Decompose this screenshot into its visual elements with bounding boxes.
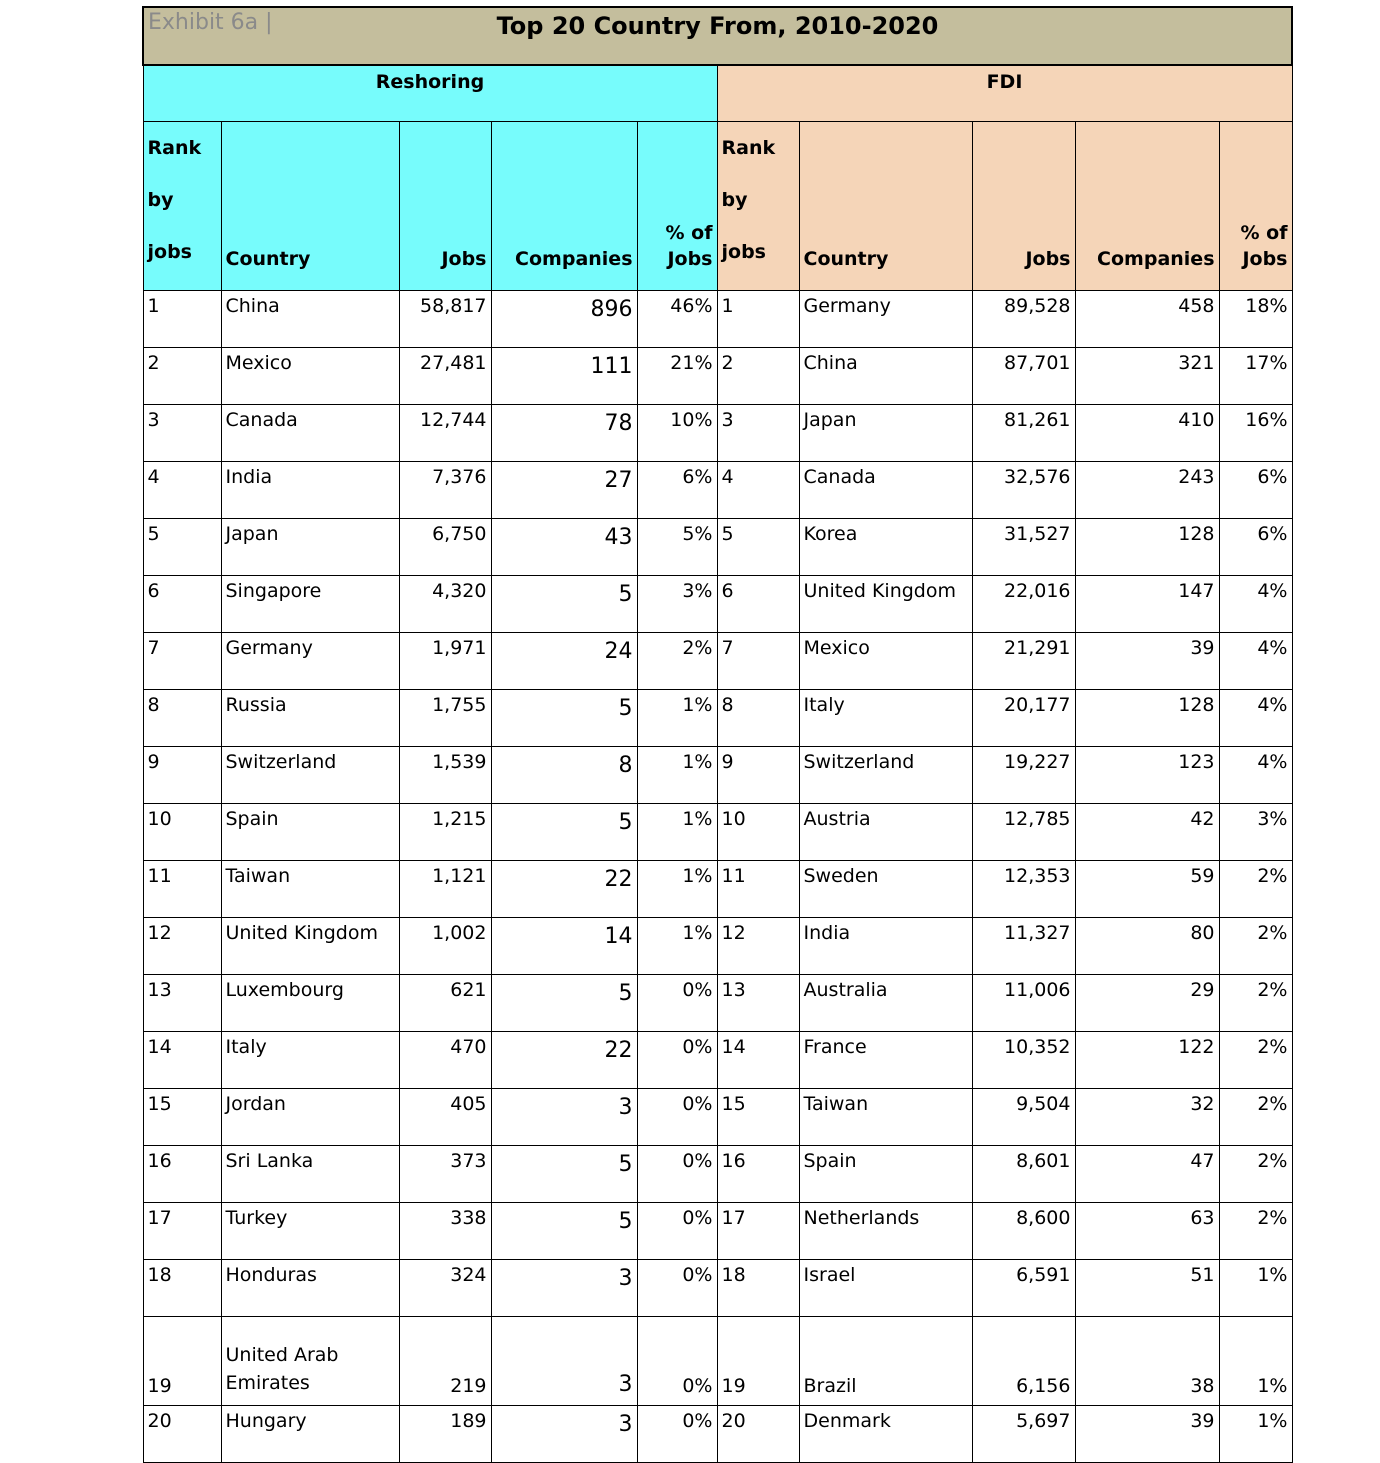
title-cell [143, 7, 1292, 65]
reshoring-jobs-cell: 1,539 [399, 747, 491, 804]
fdi-pct-cell: 1% [1219, 1260, 1292, 1317]
fdi-rank-header: Rank by jobs [717, 122, 799, 291]
reshoring-companies-cell: 3 [491, 1260, 637, 1317]
fdi-country-cell: China [799, 348, 972, 405]
fdi-pct-cell: 1% [1219, 1406, 1292, 1463]
fdi-jobs-cell: 8,600 [972, 1203, 1075, 1260]
fdi-country-cell: Denmark [799, 1406, 972, 1463]
fdi-country-cell: Italy [799, 690, 972, 747]
fdi-companies-cell: 29 [1075, 975, 1219, 1032]
reshoring-companies-cell: 8 [491, 747, 637, 804]
reshoring-jobs-cell: 27,481 [399, 348, 491, 405]
table-row [143, 1203, 1292, 1260]
reshoring-jobs-cell: 1,971 [399, 633, 491, 690]
fdi-companies-cell: 243 [1075, 462, 1219, 519]
fdi-companies-cell: 122 [1075, 1032, 1219, 1089]
table-row [143, 861, 1292, 918]
reshoring-pct-cell: 3% [637, 576, 717, 633]
fdi-country-cell: Mexico [799, 633, 972, 690]
reshoring-rank-cell: 7 [143, 633, 221, 690]
reshoring-rank-cell: 6 [143, 576, 221, 633]
fdi-companies-cell: 32 [1075, 1089, 1219, 1146]
fdi-pct-cell: 2% [1219, 975, 1292, 1032]
fdi-companies-cell: 147 [1075, 576, 1219, 633]
reshoring-companies-cell: 3 [491, 1317, 637, 1406]
fdi-pct-cell: 16% [1219, 405, 1292, 462]
fdi-pct-cell: 18% [1219, 291, 1292, 348]
reshoring-rank-cell: 18 [143, 1260, 221, 1317]
reshoring-companies-cell: 111 [491, 348, 637, 405]
fdi-pct-cell: 4% [1219, 633, 1292, 690]
reshoring-companies-cell: 14 [491, 918, 637, 975]
reshoring-companies-cell: 24 [491, 633, 637, 690]
reshoring-rank-cell: 16 [143, 1146, 221, 1203]
fdi-jobs-cell: 6,591 [972, 1260, 1075, 1317]
fdi-pct-cell: 4% [1219, 690, 1292, 747]
fdi-jobs-cell: 11,006 [972, 975, 1075, 1032]
fdi-jobs-cell: 8,601 [972, 1146, 1075, 1203]
table-row [143, 975, 1292, 1032]
fdi-jobs-cell: 87,701 [972, 348, 1075, 405]
table-row [143, 1260, 1292, 1317]
fdi-country-cell: Sweden [799, 861, 972, 918]
exhibit-label: Exhibit 6a | [148, 10, 273, 35]
fdi-rank-cell: 2 [717, 348, 799, 405]
reshoring-companies-header: Companies [491, 122, 637, 291]
reshoring-country-cell: Taiwan [221, 861, 399, 918]
reshoring-country-cell: China [221, 291, 399, 348]
fdi-rank-cell: 5 [717, 519, 799, 576]
reshoring-jobs-cell: 470 [399, 1032, 491, 1089]
reshoring-rank-cell: 5 [143, 519, 221, 576]
fdi-rank-cell: 13 [717, 975, 799, 1032]
fdi-pct-cell: 2% [1219, 1089, 1292, 1146]
table-row [143, 291, 1292, 348]
reshoring-country-cell: Honduras [221, 1260, 399, 1317]
fdi-country-cell: Austria [799, 804, 972, 861]
exhibit-table-container [142, 6, 1291, 1463]
table-row [143, 1146, 1292, 1203]
reshoring-country-cell: India [221, 462, 399, 519]
fdi-companies-cell: 63 [1075, 1203, 1219, 1260]
reshoring-pct-cell: 0% [637, 1203, 717, 1260]
reshoring-pct-header: % of Jobs [637, 122, 717, 291]
fdi-jobs-header: Jobs [972, 122, 1075, 291]
reshoring-pct-cell: 0% [637, 1317, 717, 1406]
reshoring-pct-cell: 0% [637, 1089, 717, 1146]
reshoring-pct-cell: 0% [637, 1406, 717, 1463]
fdi-jobs-cell: 10,352 [972, 1032, 1075, 1089]
reshoring-rank-cell: 14 [143, 1032, 221, 1089]
reshoring-companies-cell: 3 [491, 1406, 637, 1463]
reshoring-jobs-cell: 4,320 [399, 576, 491, 633]
reshoring-pct-cell: 0% [637, 975, 717, 1032]
reshoring-rank-cell: 17 [143, 1203, 221, 1260]
fdi-companies-cell: 39 [1075, 633, 1219, 690]
reshoring-pct-cell: 1% [637, 690, 717, 747]
fdi-jobs-cell: 21,291 [972, 633, 1075, 690]
reshoring-country-cell: Spain [221, 804, 399, 861]
reshoring-companies-cell: 3 [491, 1089, 637, 1146]
fdi-pct-cell: 1% [1219, 1317, 1292, 1406]
fdi-country-cell: Netherlands [799, 1203, 972, 1260]
reshoring-jobs-cell: 621 [399, 975, 491, 1032]
section-row [143, 65, 1292, 122]
reshoring-country-cell: Sri Lanka [221, 1146, 399, 1203]
fdi-country-cell: Switzerland [799, 747, 972, 804]
reshoring-rank-cell: 13 [143, 975, 221, 1032]
reshoring-pct-cell: 0% [637, 1260, 717, 1317]
reshoring-companies-cell: 896 [491, 291, 637, 348]
reshoring-jobs-cell: 405 [399, 1089, 491, 1146]
table-row [143, 462, 1292, 519]
reshoring-jobs-cell: 1,002 [399, 918, 491, 975]
reshoring-jobs-cell: 1,215 [399, 804, 491, 861]
section-reshoring: Reshoring [143, 65, 717, 122]
fdi-companies-cell: 321 [1075, 348, 1219, 405]
reshoring-jobs-cell: 6,750 [399, 519, 491, 576]
table-row [143, 519, 1292, 576]
reshoring-country-cell: Luxembourg [221, 975, 399, 1032]
table-row [143, 1089, 1292, 1146]
fdi-rank-cell: 14 [717, 1032, 799, 1089]
reshoring-country-header: Country [221, 122, 399, 291]
reshoring-pct-cell: 10% [637, 405, 717, 462]
reshoring-rank-cell: 9 [143, 747, 221, 804]
reshoring-companies-cell: 78 [491, 405, 637, 462]
table-title: Top 20 Country From, 2010-2020 [496, 12, 939, 40]
fdi-rank-cell: 9 [717, 747, 799, 804]
fdi-jobs-cell: 6,156 [972, 1317, 1075, 1406]
fdi-pct-cell: 6% [1219, 519, 1292, 576]
reshoring-companies-cell: 43 [491, 519, 637, 576]
fdi-jobs-cell: 9,504 [972, 1089, 1075, 1146]
reshoring-companies-cell: 5 [491, 576, 637, 633]
reshoring-country-cell: Turkey [221, 1203, 399, 1260]
fdi-pct-cell: 2% [1219, 1032, 1292, 1089]
table-row [143, 918, 1292, 975]
fdi-pct-header: % of Jobs [1219, 122, 1292, 291]
reshoring-pct-cell: 1% [637, 747, 717, 804]
fdi-rank-cell: 12 [717, 918, 799, 975]
fdi-companies-cell: 38 [1075, 1317, 1219, 1406]
reshoring-pct-cell: 1% [637, 918, 717, 975]
reshoring-jobs-cell: 1,755 [399, 690, 491, 747]
fdi-country-cell: Brazil [799, 1317, 972, 1406]
reshoring-rank-cell: 10 [143, 804, 221, 861]
reshoring-country-cell: Russia [221, 690, 399, 747]
fdi-companies-cell: 123 [1075, 747, 1219, 804]
reshoring-rank-cell: 4 [143, 462, 221, 519]
reshoring-rank-cell: 2 [143, 348, 221, 405]
table-row [143, 804, 1292, 861]
reshoring-country-cell: Italy [221, 1032, 399, 1089]
fdi-jobs-cell: 32,576 [972, 462, 1075, 519]
fdi-country-cell: Taiwan [799, 1089, 972, 1146]
reshoring-jobs-cell: 189 [399, 1406, 491, 1463]
reshoring-rank-cell: 8 [143, 690, 221, 747]
reshoring-rank-cell: 11 [143, 861, 221, 918]
reshoring-jobs-cell: 373 [399, 1146, 491, 1203]
table-row [143, 690, 1292, 747]
fdi-pct-cell: 4% [1219, 576, 1292, 633]
reshoring-country-cell: Japan [221, 519, 399, 576]
fdi-jobs-cell: 31,527 [972, 519, 1075, 576]
fdi-rank-cell: 17 [717, 1203, 799, 1260]
fdi-companies-cell: 42 [1075, 804, 1219, 861]
reshoring-country-cell: Singapore [221, 576, 399, 633]
reshoring-companies-cell: 5 [491, 690, 637, 747]
fdi-country-cell: Korea [799, 519, 972, 576]
table-row [143, 747, 1292, 804]
reshoring-pct-cell: 1% [637, 804, 717, 861]
reshoring-jobs-cell: 7,376 [399, 462, 491, 519]
fdi-companies-header: Companies [1075, 122, 1219, 291]
reshoring-country-cell: Switzerland [221, 747, 399, 804]
fdi-pct-cell: 2% [1219, 1146, 1292, 1203]
fdi-companies-cell: 458 [1075, 291, 1219, 348]
reshoring-jobs-cell: 219 [399, 1317, 491, 1406]
table-row [143, 405, 1292, 462]
reshoring-jobs-cell: 1,121 [399, 861, 491, 918]
exhibit-table [142, 6, 1293, 1463]
fdi-jobs-cell: 89,528 [972, 291, 1075, 348]
reshoring-pct-cell: 0% [637, 1032, 717, 1089]
reshoring-rank-cell: 20 [143, 1406, 221, 1463]
reshoring-pct-cell: 0% [637, 1146, 717, 1203]
fdi-country-cell: Australia [799, 975, 972, 1032]
fdi-rank-cell: 15 [717, 1089, 799, 1146]
fdi-country-cell: Israel [799, 1260, 972, 1317]
fdi-rank-cell: 11 [717, 861, 799, 918]
fdi-rank-cell: 1 [717, 291, 799, 348]
reshoring-country-cell: Canada [221, 405, 399, 462]
fdi-companies-cell: 59 [1075, 861, 1219, 918]
fdi-companies-cell: 80 [1075, 918, 1219, 975]
fdi-pct-cell: 2% [1219, 1203, 1292, 1260]
table-row [143, 1032, 1292, 1089]
table-row [143, 633, 1292, 690]
reshoring-companies-cell: 22 [491, 861, 637, 918]
fdi-country-cell: Germany [799, 291, 972, 348]
reshoring-pct-cell: 21% [637, 348, 717, 405]
reshoring-pct-cell: 46% [637, 291, 717, 348]
fdi-rank-cell: 6 [717, 576, 799, 633]
fdi-companies-cell: 39 [1075, 1406, 1219, 1463]
reshoring-companies-cell: 5 [491, 975, 637, 1032]
table-row [143, 348, 1292, 405]
fdi-country-cell: United Kingdom [799, 576, 972, 633]
fdi-rank-cell: 3 [717, 405, 799, 462]
fdi-country-header: Country [799, 122, 972, 291]
reshoring-pct-cell: 2% [637, 633, 717, 690]
table-row [143, 576, 1292, 633]
reshoring-country-cell: United Arab Emirates [221, 1317, 399, 1406]
reshoring-companies-cell: 5 [491, 1146, 637, 1203]
fdi-country-cell: India [799, 918, 972, 975]
fdi-rank-cell: 16 [717, 1146, 799, 1203]
fdi-jobs-cell: 81,261 [972, 405, 1075, 462]
fdi-companies-cell: 410 [1075, 405, 1219, 462]
reshoring-pct-cell: 1% [637, 861, 717, 918]
reshoring-rank-header: Rank by jobs [143, 122, 221, 291]
reshoring-country-cell: Jordan [221, 1089, 399, 1146]
reshoring-country-cell: Mexico [221, 348, 399, 405]
fdi-pct-cell: 17% [1219, 348, 1292, 405]
reshoring-rank-cell: 12 [143, 918, 221, 975]
reshoring-pct-cell: 5% [637, 519, 717, 576]
reshoring-pct-cell: 6% [637, 462, 717, 519]
reshoring-country-cell: Germany [221, 633, 399, 690]
fdi-jobs-cell: 12,785 [972, 804, 1075, 861]
reshoring-rank-cell: 3 [143, 405, 221, 462]
fdi-companies-cell: 128 [1075, 519, 1219, 576]
fdi-pct-cell: 6% [1219, 462, 1292, 519]
reshoring-jobs-header: Jobs [399, 122, 491, 291]
title-row [143, 7, 1292, 65]
fdi-jobs-cell: 12,353 [972, 861, 1075, 918]
reshoring-rank-cell: 1 [143, 291, 221, 348]
reshoring-jobs-cell: 338 [399, 1203, 491, 1260]
fdi-pct-cell: 3% [1219, 804, 1292, 861]
fdi-rank-cell: 20 [717, 1406, 799, 1463]
fdi-jobs-cell: 22,016 [972, 576, 1075, 633]
table-row [143, 1406, 1292, 1463]
fdi-rank-cell: 7 [717, 633, 799, 690]
fdi-rank-cell: 4 [717, 462, 799, 519]
reshoring-rank-cell: 19 [143, 1317, 221, 1406]
fdi-companies-cell: 128 [1075, 690, 1219, 747]
fdi-jobs-cell: 5,697 [972, 1406, 1075, 1463]
fdi-country-cell: France [799, 1032, 972, 1089]
fdi-jobs-cell: 20,177 [972, 690, 1075, 747]
section-fdi: FDI [717, 65, 1292, 122]
fdi-rank-cell: 8 [717, 690, 799, 747]
fdi-country-cell: Canada [799, 462, 972, 519]
fdi-pct-cell: 2% [1219, 918, 1292, 975]
fdi-jobs-cell: 19,227 [972, 747, 1075, 804]
fdi-jobs-cell: 11,327 [972, 918, 1075, 975]
table-row [143, 1317, 1292, 1406]
reshoring-country-cell: United Kingdom [221, 918, 399, 975]
reshoring-jobs-cell: 58,817 [399, 291, 491, 348]
reshoring-companies-cell: 5 [491, 1203, 637, 1260]
fdi-rank-cell: 18 [717, 1260, 799, 1317]
fdi-companies-cell: 47 [1075, 1146, 1219, 1203]
fdi-pct-cell: 2% [1219, 861, 1292, 918]
reshoring-companies-cell: 22 [491, 1032, 637, 1089]
column-header-row [143, 122, 1292, 291]
fdi-country-cell: Japan [799, 405, 972, 462]
fdi-rank-cell: 10 [717, 804, 799, 861]
fdi-pct-cell: 4% [1219, 747, 1292, 804]
reshoring-companies-cell: 27 [491, 462, 637, 519]
reshoring-jobs-cell: 12,744 [399, 405, 491, 462]
reshoring-companies-cell: 5 [491, 804, 637, 861]
fdi-country-cell: Spain [799, 1146, 972, 1203]
fdi-companies-cell: 51 [1075, 1260, 1219, 1317]
reshoring-country-cell: Hungary [221, 1406, 399, 1463]
reshoring-jobs-cell: 324 [399, 1260, 491, 1317]
fdi-rank-cell: 19 [717, 1317, 799, 1406]
reshoring-rank-cell: 15 [143, 1089, 221, 1146]
